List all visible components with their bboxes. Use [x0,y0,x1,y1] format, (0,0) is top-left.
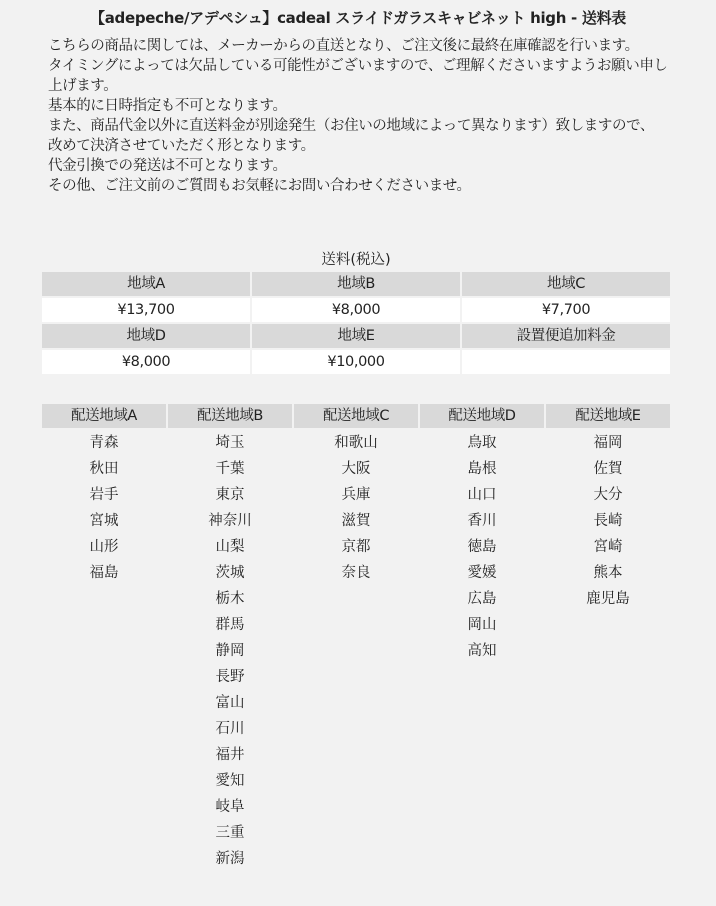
fee-header: 地域A [42,272,250,296]
prefecture: 三重 [215,825,245,841]
shipping-fee-table [42,248,670,374]
region-column [42,404,166,872]
prefecture: 愛媛 [467,565,497,581]
note-line: 代金引換での発送は不可となります。 [48,158,287,174]
region-header: 配送地域E [546,404,670,428]
fee-header: 地域B [252,272,460,296]
prefecture: 熊本 [593,565,623,581]
prefecture: 滋賀 [341,513,371,529]
prefecture: 島根 [467,461,497,477]
prefecture: 茨城 [215,565,245,581]
region-column [546,404,670,872]
fee-value: ¥8,000 [252,298,460,322]
note-line: タイミングによっては欠品している可能性がございますので、ご理解くださいますようお願い申し上げます。 [48,58,668,94]
prefecture: 秋田 [89,461,119,477]
prefecture: 奈良 [341,565,371,581]
prefecture: 群馬 [215,617,245,633]
prefecture: 福島 [89,565,119,581]
prefecture: 鹿児島 [586,591,630,607]
region-header: 配送地域D [420,404,544,428]
region-column [420,404,544,872]
prefecture: 岡山 [467,617,497,633]
fee-value: ¥10,000 [252,350,460,374]
prefecture: 千葉 [215,461,245,477]
prefecture: 高知 [467,643,497,659]
prefecture: 大分 [593,487,623,503]
prefecture: 徳島 [467,539,497,555]
fee-header: 地域D [42,324,250,348]
region-header: 配送地域B [168,404,292,428]
fee-table-caption: 送料(税込) [321,252,391,268]
region-header: 配送地域C [294,404,418,428]
prefecture: 宮崎 [593,539,623,555]
prefecture: 石川 [215,721,245,737]
prefecture: 香川 [467,513,497,529]
prefecture: 長野 [215,669,245,685]
prefecture: 岐阜 [215,799,245,815]
fee-header: 地域C [462,272,670,296]
note-line: 基本的に日時指定も不可となります。 [48,98,287,114]
prefecture: 福岡 [593,435,623,451]
prefecture: 大阪 [341,461,371,477]
fee-header: 地域E [252,324,460,348]
prefecture: 栃木 [215,591,245,607]
fee-value [462,350,670,374]
notes [48,36,668,196]
fee-header: 設置便追加料金 [462,324,670,348]
region-header: 配送地域A [42,404,166,428]
note-line: こちらの商品に関しては、メーカーからの直送となり、ご注文後に最終在庫確認を行います。 [48,38,639,54]
prefecture: 東京 [215,487,245,503]
note-line: また、商品代金以外に直送料金が別途発生（お住いの地域によって異なります）致しますので、改めて決済させていただく形となります。 [48,118,655,154]
prefecture: 宮城 [89,513,119,529]
region-column [168,404,292,872]
prefecture: 新潟 [215,851,245,867]
prefecture: 広島 [467,591,497,607]
note-line: その他、ご注文前のご質問もお気軽にお問い合わせくださいませ。 [48,178,471,194]
prefecture: 山梨 [215,539,245,555]
prefecture: 山口 [467,487,497,503]
fee-value: ¥7,700 [462,298,670,322]
prefecture: 長崎 [593,513,623,529]
prefecture: 富山 [215,695,245,711]
region-column [294,404,418,872]
prefecture: 岩手 [89,487,119,503]
fee-value: ¥13,700 [42,298,250,322]
prefecture: 和歌山 [334,435,378,451]
prefecture: 青森 [89,435,119,451]
fee-value: ¥8,000 [42,350,250,374]
prefecture: 佐賀 [593,461,623,477]
prefecture: 兵庫 [341,487,371,503]
prefecture: 愛知 [215,773,245,789]
prefecture: 京都 [341,539,371,555]
prefecture: 静岡 [215,643,245,659]
delivery-region-table [42,404,670,872]
prefecture: 埼玉 [215,435,245,451]
prefecture: 福井 [215,747,245,763]
prefecture: 鳥取 [467,435,497,451]
page-title: 【adepeche/アデペシュ】cadeal スライドガラスキャビネット high - 送料表 [90,9,626,27]
prefecture: 神奈川 [208,513,252,529]
prefecture: 山形 [89,539,119,555]
